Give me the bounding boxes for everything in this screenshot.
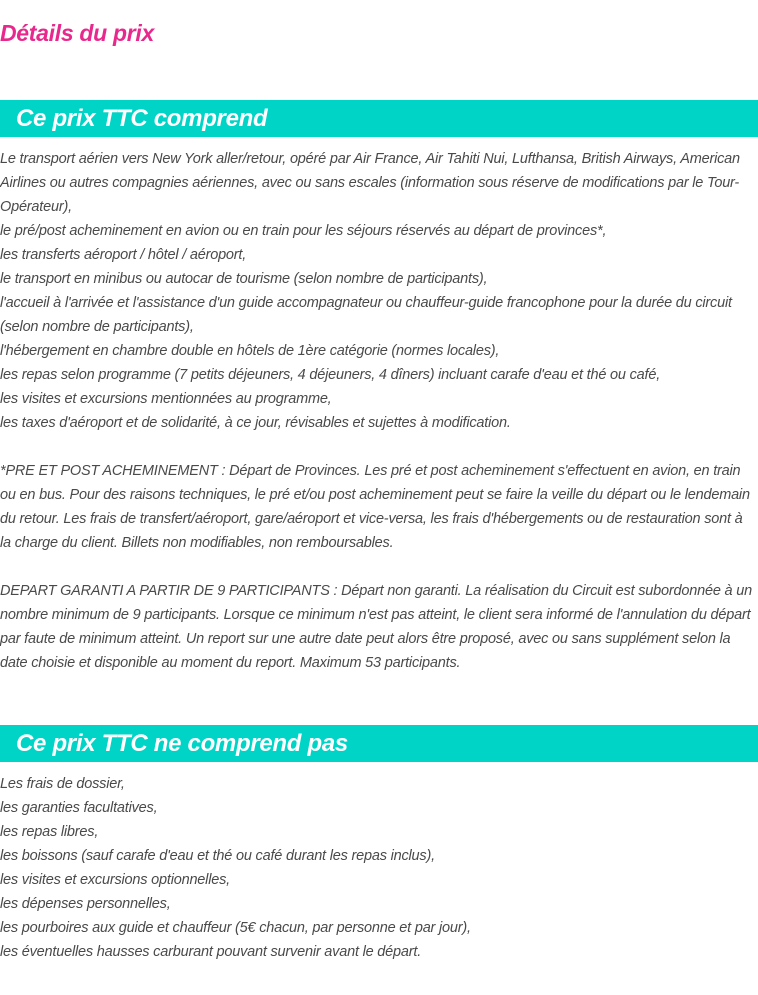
note-acheminement: *PRE ET POST ACHEMINEMENT : Départ de Provinces. Les pré et post acheminement s'effectuent en avion, en train ou en bus. Pour des raisons techniques, le pré et/ou post acheminement peut se faire la veille du départ ou le lendemain du retour. Les frais de transfert/aéroport, gare/aéroport et vice-versa, les frais d'hébergements ou de restauration sont à la charge du client. Billets non modifiables, non remboursables. bbox=[0, 463, 750, 551]
excluded-item: les visites et excursions optionnelles, bbox=[0, 872, 230, 888]
included-item: les visites et excursions mentionnées au programme, bbox=[0, 391, 332, 407]
included-item: les transferts aéroport / hôtel / aéroport, bbox=[0, 247, 247, 263]
included-item: le pré/post acheminement en avion ou en train pour les séjours réservés au départ de provinces*, bbox=[0, 223, 607, 239]
excluded-item: les pourboires aux guide et chauffeur (5€ chacun, par personne et par jour), bbox=[0, 920, 471, 936]
included-item: les repas selon programme (7 petits déjeuners, 4 déjeuners, 4 dîners) incluant carafe d'eau et thé ou café, bbox=[0, 367, 661, 383]
included-section-header: Ce prix TTC comprend bbox=[0, 100, 758, 137]
excluded-section-body bbox=[0, 772, 756, 964]
excluded-item: les éventuelles hausses carburant pouvant survenir avant le départ. bbox=[0, 944, 422, 960]
included-item: les taxes d'aéroport et de solidarité, à ce jour, révisables et sujettes à modification. bbox=[0, 415, 511, 431]
excluded-item: les repas libres, bbox=[0, 824, 99, 840]
page-title: Détails du prix bbox=[0, 20, 154, 46]
included-item: l'hébergement en chambre double en hôtels de 1ère catégorie (normes locales), bbox=[0, 343, 500, 359]
excluded-item: les boissons (sauf carafe d'eau et thé ou café durant les repas inclus), bbox=[0, 848, 435, 864]
excluded-section-header: Ce prix TTC ne comprend pas bbox=[0, 725, 758, 762]
included-item: l'accueil à l'arrivée et l'assistance d'un guide accompagnateur ou chauffeur-guide francophone pour la durée du circuit (selon nombre de participants), bbox=[0, 295, 732, 335]
excluded-item: Les frais de dossier, bbox=[0, 776, 125, 792]
included-section-body bbox=[0, 147, 756, 675]
note-depart-garanti: DEPART GARANTI A PARTIR DE 9 PARTICIPANTS : Départ non garanti. La réalisation du Circuit est subordonnée à un nombre minimum de 9 participants. Lorsque ce minimum n'est pas atteint, le client sera informé de l'annulation du départ par faute de minimum atteint. Un report sur une autre date peut alors être proposé, avec ou sans supplément selon la date choisie et disponible au moment du report. Maximum 53 participants. bbox=[0, 583, 752, 671]
excluded-item: les dépenses personnelles, bbox=[0, 896, 171, 912]
excluded-item: les garanties facultatives, bbox=[0, 800, 158, 816]
included-item: le transport en minibus ou autocar de tourisme (selon nombre de participants), bbox=[0, 271, 488, 287]
included-item: Le transport aérien vers New York aller/retour, opéré par Air France, Air Tahiti Nui, Lufthansa, British Airways, American Airlines ou autres compagnies aériennes, avec ou sans escales (information sous réserve de modifications par le Tour-Opérateur), bbox=[0, 151, 740, 215]
